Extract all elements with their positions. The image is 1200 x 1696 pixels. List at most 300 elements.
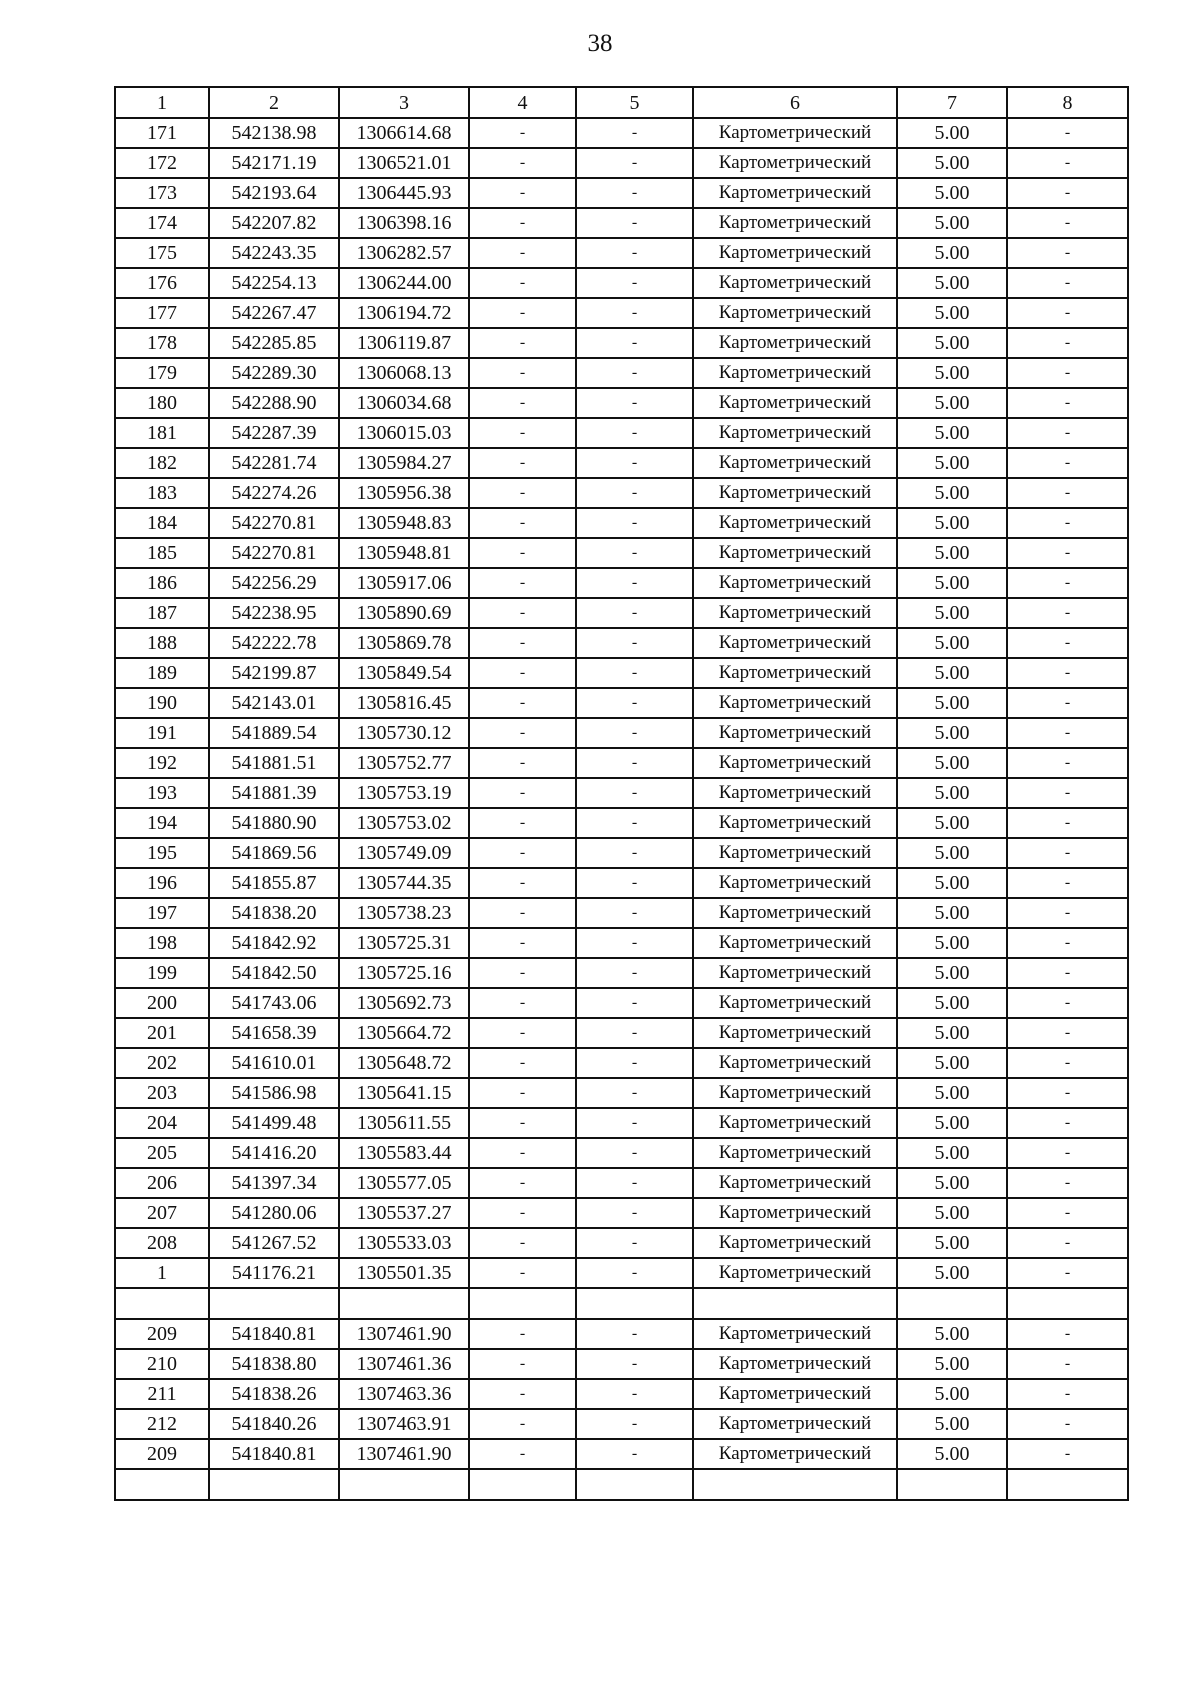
accuracy-cell: 5.00 — [897, 958, 1007, 988]
column-5-cell: - — [576, 1379, 693, 1409]
y-coordinate-cell: 1306445.93 — [339, 178, 469, 208]
table-row — [115, 988, 1128, 1018]
table-row — [115, 898, 1128, 928]
y-coordinate-cell: 1305948.83 — [339, 508, 469, 538]
table-row — [115, 508, 1128, 538]
x-coordinate-cell: 542274.26 — [209, 478, 339, 508]
accuracy-cell: 5.00 — [897, 1349, 1007, 1379]
table-row — [115, 1319, 1128, 1349]
y-coordinate-cell: 1305753.19 — [339, 778, 469, 808]
table-row — [115, 688, 1128, 718]
point-number-cell: 210 — [115, 1349, 209, 1379]
table-row — [115, 658, 1128, 688]
y-coordinate-cell: 1306614.68 — [339, 118, 469, 148]
y-coordinate-cell: 1306034.68 — [339, 388, 469, 418]
table-row — [115, 628, 1128, 658]
accuracy-cell: 5.00 — [897, 358, 1007, 388]
y-coordinate-cell: 1305641.15 — [339, 1078, 469, 1108]
column-8-cell: - — [1007, 718, 1128, 748]
method-cell: Картометрический — [693, 1228, 897, 1258]
x-coordinate-cell: 541842.50 — [209, 958, 339, 988]
x-coordinate-cell: 542281.74 — [209, 448, 339, 478]
point-number-cell: 174 — [115, 208, 209, 238]
column-5-cell — [576, 1469, 693, 1500]
column-5-cell: - — [576, 898, 693, 928]
column-4-cell: - — [469, 958, 576, 988]
table-row — [115, 1138, 1128, 1168]
point-number-cell: 192 — [115, 748, 209, 778]
column-8-cell: - — [1007, 448, 1128, 478]
point-number-cell: 205 — [115, 1138, 209, 1168]
table-row — [115, 1349, 1128, 1379]
x-coordinate-cell: 542238.95 — [209, 598, 339, 628]
table-row — [115, 838, 1128, 868]
y-coordinate-cell: 1305537.27 — [339, 1198, 469, 1228]
column-8-cell: - — [1007, 778, 1128, 808]
accuracy-cell: 5.00 — [897, 808, 1007, 838]
method-cell: Картометрический — [693, 148, 897, 178]
column-8-cell: - — [1007, 1228, 1128, 1258]
method-cell — [693, 1469, 897, 1500]
method-cell: Картометрический — [693, 868, 897, 898]
method-cell: Картометрический — [693, 418, 897, 448]
column-4-cell: - — [469, 628, 576, 658]
column-8-cell: - — [1007, 748, 1128, 778]
method-cell: Картометрический — [693, 1379, 897, 1409]
accuracy-cell: 5.00 — [897, 298, 1007, 328]
method-cell: Картометрический — [693, 178, 897, 208]
x-coordinate-cell: 541838.20 — [209, 898, 339, 928]
accuracy-cell: 5.00 — [897, 388, 1007, 418]
point-number-cell: 207 — [115, 1198, 209, 1228]
method-cell: Картометрический — [693, 568, 897, 598]
y-coordinate-cell: 1305849.54 — [339, 658, 469, 688]
table-row — [115, 268, 1128, 298]
column-5-cell: - — [576, 328, 693, 358]
accuracy-cell: 5.00 — [897, 1018, 1007, 1048]
accuracy-cell: 5.00 — [897, 1409, 1007, 1439]
accuracy-cell: 5.00 — [897, 208, 1007, 238]
x-coordinate-cell: 542171.19 — [209, 148, 339, 178]
column-5-cell: - — [576, 238, 693, 268]
header-cell: 5 — [576, 87, 693, 118]
accuracy-cell: 5.00 — [897, 748, 1007, 778]
x-coordinate-cell: 541397.34 — [209, 1168, 339, 1198]
point-number-cell: 195 — [115, 838, 209, 868]
x-coordinate-cell: 542287.39 — [209, 418, 339, 448]
method-cell: Картометрический — [693, 658, 897, 688]
accuracy-cell: 5.00 — [897, 988, 1007, 1018]
accuracy-cell: 5.00 — [897, 1168, 1007, 1198]
accuracy-cell: 5.00 — [897, 838, 1007, 868]
column-8-cell: - — [1007, 988, 1128, 1018]
header-cell: 3 — [339, 87, 469, 118]
column-5-cell: - — [576, 268, 693, 298]
point-number-cell: 180 — [115, 388, 209, 418]
column-4-cell: - — [469, 328, 576, 358]
y-coordinate-cell: 1305692.73 — [339, 988, 469, 1018]
point-number-cell: 175 — [115, 238, 209, 268]
method-cell: Картометрический — [693, 388, 897, 418]
method-cell: Картометрический — [693, 448, 897, 478]
column-8-cell: - — [1007, 208, 1128, 238]
column-5-cell: - — [576, 358, 693, 388]
x-coordinate-cell: 541842.92 — [209, 928, 339, 958]
column-8-cell: - — [1007, 1168, 1128, 1198]
point-number-cell: 183 — [115, 478, 209, 508]
table-row — [115, 298, 1128, 328]
column-8-cell: - — [1007, 178, 1128, 208]
y-coordinate-cell: 1305984.27 — [339, 448, 469, 478]
accuracy-cell: 5.00 — [897, 268, 1007, 298]
column-8-cell: - — [1007, 1319, 1128, 1349]
column-4-cell: - — [469, 1228, 576, 1258]
accuracy-cell: 5.00 — [897, 598, 1007, 628]
y-coordinate-cell — [339, 1469, 469, 1500]
column-8-cell: - — [1007, 358, 1128, 388]
x-coordinate-cell: 541416.20 — [209, 1138, 339, 1168]
column-5-cell: - — [576, 748, 693, 778]
accuracy-cell: 5.00 — [897, 1319, 1007, 1349]
column-4-cell: - — [469, 1078, 576, 1108]
column-4-cell: - — [469, 568, 576, 598]
column-4-cell: - — [469, 688, 576, 718]
column-5-cell: - — [576, 868, 693, 898]
x-coordinate-cell: 542138.98 — [209, 118, 339, 148]
column-8-cell: - — [1007, 478, 1128, 508]
point-number-cell: 185 — [115, 538, 209, 568]
table-row — [115, 118, 1128, 148]
x-coordinate-cell: 541610.01 — [209, 1048, 339, 1078]
column-5-cell: - — [576, 1349, 693, 1379]
accuracy-cell — [897, 1288, 1007, 1319]
x-coordinate-cell: 541499.48 — [209, 1108, 339, 1138]
table-row — [115, 148, 1128, 178]
column-4-cell: - — [469, 1409, 576, 1439]
column-8-cell: - — [1007, 1048, 1128, 1078]
x-coordinate-cell: 541889.54 — [209, 718, 339, 748]
column-4-cell: - — [469, 598, 576, 628]
method-cell: Картометрический — [693, 268, 897, 298]
column-5-cell: - — [576, 508, 693, 538]
x-coordinate-cell: 542199.87 — [209, 658, 339, 688]
x-coordinate-cell: 541658.39 — [209, 1018, 339, 1048]
table-row — [115, 418, 1128, 448]
column-4-cell: - — [469, 748, 576, 778]
y-coordinate-cell: 1307461.36 — [339, 1349, 469, 1379]
y-coordinate-cell: 1306068.13 — [339, 358, 469, 388]
column-8-cell: - — [1007, 1349, 1128, 1379]
method-cell: Картометрический — [693, 958, 897, 988]
point-number-cell: 196 — [115, 868, 209, 898]
accuracy-cell: 5.00 — [897, 868, 1007, 898]
x-coordinate-cell: 541881.51 — [209, 748, 339, 778]
column-4-cell: - — [469, 1198, 576, 1228]
column-4-cell: - — [469, 988, 576, 1018]
y-coordinate-cell: 1306521.01 — [339, 148, 469, 178]
table-row — [115, 1048, 1128, 1078]
accuracy-cell: 5.00 — [897, 448, 1007, 478]
accuracy-cell: 5.00 — [897, 1048, 1007, 1078]
point-number-cell: 199 — [115, 958, 209, 988]
column-4-cell: - — [469, 868, 576, 898]
y-coordinate-cell: 1306282.57 — [339, 238, 469, 268]
accuracy-cell: 5.00 — [897, 1078, 1007, 1108]
method-cell: Картометрический — [693, 1439, 897, 1469]
method-cell: Картометрический — [693, 808, 897, 838]
method-cell: Картометрический — [693, 508, 897, 538]
table-row — [115, 448, 1128, 478]
table-row — [115, 778, 1128, 808]
point-number-cell: 198 — [115, 928, 209, 958]
column-8-cell: - — [1007, 868, 1128, 898]
column-8-cell: - — [1007, 298, 1128, 328]
method-cell: Картометрический — [693, 1078, 897, 1108]
column-4-cell: - — [469, 118, 576, 148]
column-5-cell: - — [576, 1018, 693, 1048]
y-coordinate-cell: 1306119.87 — [339, 328, 469, 358]
point-number-cell: 194 — [115, 808, 209, 838]
method-cell: Картометрический — [693, 1108, 897, 1138]
column-5-cell: - — [576, 928, 693, 958]
x-coordinate-cell — [209, 1288, 339, 1319]
y-coordinate-cell: 1305533.03 — [339, 1228, 469, 1258]
column-4-cell — [469, 1288, 576, 1319]
column-4-cell: - — [469, 538, 576, 568]
column-4-cell — [469, 1469, 576, 1500]
accuracy-cell: 5.00 — [897, 328, 1007, 358]
y-coordinate-cell: 1305501.35 — [339, 1258, 469, 1288]
point-number-cell: 184 — [115, 508, 209, 538]
method-cell: Картометрический — [693, 478, 897, 508]
column-8-cell: - — [1007, 658, 1128, 688]
point-number-cell: 171 — [115, 118, 209, 148]
column-5-cell: - — [576, 1409, 693, 1439]
column-5-cell: - — [576, 118, 693, 148]
table-row — [115, 1078, 1128, 1108]
x-coordinate-cell: 541586.98 — [209, 1078, 339, 1108]
header-cell: 2 — [209, 87, 339, 118]
table-row — [115, 1439, 1128, 1469]
column-5-cell: - — [576, 1319, 693, 1349]
header-cell: 7 — [897, 87, 1007, 118]
column-4-cell: - — [469, 178, 576, 208]
column-5-cell: - — [576, 1168, 693, 1198]
table-row — [115, 568, 1128, 598]
method-cell: Картометрический — [693, 898, 897, 928]
table-row — [115, 328, 1128, 358]
accuracy-cell: 5.00 — [897, 898, 1007, 928]
column-4-cell: - — [469, 1018, 576, 1048]
page-number: 38 — [587, 30, 613, 57]
y-coordinate-cell: 1305730.12 — [339, 718, 469, 748]
method-cell: Картометрический — [693, 688, 897, 718]
header-cell: 8 — [1007, 87, 1128, 118]
method-cell: Картометрический — [693, 358, 897, 388]
method-cell: Картометрический — [693, 118, 897, 148]
y-coordinate-cell: 1305890.69 — [339, 598, 469, 628]
column-5-cell: - — [576, 418, 693, 448]
method-cell: Картометрический — [693, 1198, 897, 1228]
x-coordinate-cell: 541838.26 — [209, 1379, 339, 1409]
column-4-cell: - — [469, 388, 576, 418]
table-row — [115, 208, 1128, 238]
column-4-cell: - — [469, 418, 576, 448]
method-cell: Картометрический — [693, 1319, 897, 1349]
y-coordinate-cell: 1306398.16 — [339, 208, 469, 238]
method-cell: Картометрический — [693, 1138, 897, 1168]
table-row — [115, 178, 1128, 208]
y-coordinate-cell: 1307461.90 — [339, 1439, 469, 1469]
x-coordinate-cell: 541880.90 — [209, 808, 339, 838]
x-coordinate-cell: 541280.06 — [209, 1198, 339, 1228]
accuracy-cell: 5.00 — [897, 1258, 1007, 1288]
accuracy-cell: 5.00 — [897, 238, 1007, 268]
x-coordinate-cell: 541881.39 — [209, 778, 339, 808]
column-4-cell: - — [469, 1379, 576, 1409]
table-row — [115, 238, 1128, 268]
y-coordinate-cell: 1305577.05 — [339, 1168, 469, 1198]
method-cell: Картометрический — [693, 718, 897, 748]
column-8-cell: - — [1007, 808, 1128, 838]
column-4-cell: - — [469, 238, 576, 268]
column-8-cell: - — [1007, 958, 1128, 988]
table-row — [115, 1198, 1128, 1228]
x-coordinate-cell: 542207.82 — [209, 208, 339, 238]
column-5-cell: - — [576, 958, 693, 988]
x-coordinate-cell: 542288.90 — [209, 388, 339, 418]
column-8-cell: - — [1007, 508, 1128, 538]
column-5-cell: - — [576, 538, 693, 568]
accuracy-cell: 5.00 — [897, 928, 1007, 958]
method-cell: Картометрический — [693, 238, 897, 268]
column-8-cell: - — [1007, 268, 1128, 298]
table-body — [115, 87, 1128, 1500]
method-cell: Картометрический — [693, 598, 897, 628]
method-cell — [693, 1288, 897, 1319]
method-cell: Картометрический — [693, 1048, 897, 1078]
column-8-cell: - — [1007, 328, 1128, 358]
table-row — [115, 388, 1128, 418]
y-coordinate-cell: 1306015.03 — [339, 418, 469, 448]
point-number-cell: 182 — [115, 448, 209, 478]
point-number-cell: 203 — [115, 1078, 209, 1108]
column-8-cell: - — [1007, 1018, 1128, 1048]
method-cell: Картометрический — [693, 748, 897, 778]
header-cell: 6 — [693, 87, 897, 118]
column-8-cell: - — [1007, 388, 1128, 418]
table-row — [115, 1228, 1128, 1258]
column-8-cell: - — [1007, 1409, 1128, 1439]
accuracy-cell — [897, 1469, 1007, 1500]
table-row — [115, 1379, 1128, 1409]
point-number-cell: 187 — [115, 598, 209, 628]
column-5-cell: - — [576, 1048, 693, 1078]
column-5-cell — [576, 1288, 693, 1319]
column-5-cell: - — [576, 808, 693, 838]
point-number-cell: 211 — [115, 1379, 209, 1409]
point-number-cell: 204 — [115, 1108, 209, 1138]
x-coordinate-cell: 542222.78 — [209, 628, 339, 658]
x-coordinate-cell: 541176.21 — [209, 1258, 339, 1288]
y-coordinate-cell: 1305611.55 — [339, 1108, 469, 1138]
column-4-cell: - — [469, 898, 576, 928]
point-number-cell: 212 — [115, 1409, 209, 1439]
accuracy-cell: 5.00 — [897, 688, 1007, 718]
table-row — [115, 478, 1128, 508]
column-8-cell: - — [1007, 1198, 1128, 1228]
accuracy-cell: 5.00 — [897, 1439, 1007, 1469]
method-cell: Картометрический — [693, 1018, 897, 1048]
point-number-cell: 209 — [115, 1439, 209, 1469]
point-number-cell: 177 — [115, 298, 209, 328]
point-number-cell — [115, 1288, 209, 1319]
x-coordinate-cell: 541855.87 — [209, 868, 339, 898]
table-row — [115, 1258, 1128, 1288]
column-8-cell: - — [1007, 598, 1128, 628]
column-4-cell: - — [469, 1439, 576, 1469]
x-coordinate-cell: 541267.52 — [209, 1228, 339, 1258]
x-coordinate-cell: 541840.81 — [209, 1439, 339, 1469]
x-coordinate-cell: 542267.47 — [209, 298, 339, 328]
accuracy-cell: 5.00 — [897, 568, 1007, 598]
accuracy-cell: 5.00 — [897, 538, 1007, 568]
column-8-cell — [1007, 1469, 1128, 1500]
point-number-cell: 181 — [115, 418, 209, 448]
y-coordinate-cell: 1307463.91 — [339, 1409, 469, 1439]
column-8-cell: - — [1007, 838, 1128, 868]
table-row — [115, 538, 1128, 568]
column-8-cell: - — [1007, 538, 1128, 568]
accuracy-cell: 5.00 — [897, 508, 1007, 538]
x-coordinate-cell: 541869.56 — [209, 838, 339, 868]
accuracy-cell: 5.00 — [897, 1108, 1007, 1138]
method-cell: Картометрический — [693, 1349, 897, 1379]
column-5-cell: - — [576, 988, 693, 1018]
column-4-cell: - — [469, 718, 576, 748]
point-number-cell: 209 — [115, 1319, 209, 1349]
column-8-cell: - — [1007, 148, 1128, 178]
column-4-cell: - — [469, 298, 576, 328]
method-cell: Картометрический — [693, 538, 897, 568]
table-row — [115, 1409, 1128, 1439]
column-4-cell: - — [469, 658, 576, 688]
column-4-cell: - — [469, 1138, 576, 1168]
x-coordinate-cell: 541840.26 — [209, 1409, 339, 1439]
table-row — [115, 718, 1128, 748]
column-5-cell: - — [576, 718, 693, 748]
x-coordinate-cell: 542254.13 — [209, 268, 339, 298]
column-5-cell: - — [576, 1138, 693, 1168]
x-coordinate-cell: 542285.85 — [209, 328, 339, 358]
y-coordinate-cell: 1305648.72 — [339, 1048, 469, 1078]
column-5-cell: - — [576, 598, 693, 628]
x-coordinate-cell: 542270.81 — [209, 538, 339, 568]
column-5-cell: - — [576, 838, 693, 868]
column-4-cell: - — [469, 808, 576, 838]
table-row — [115, 958, 1128, 988]
column-4-cell: - — [469, 448, 576, 478]
method-cell: Картометрический — [693, 838, 897, 868]
table-row — [115, 1018, 1128, 1048]
accuracy-cell: 5.00 — [897, 178, 1007, 208]
y-coordinate-cell: 1305738.23 — [339, 898, 469, 928]
column-4-cell: - — [469, 928, 576, 958]
table-row — [115, 748, 1128, 778]
y-coordinate-cell — [339, 1288, 469, 1319]
column-4-cell: - — [469, 478, 576, 508]
accuracy-cell: 5.00 — [897, 628, 1007, 658]
